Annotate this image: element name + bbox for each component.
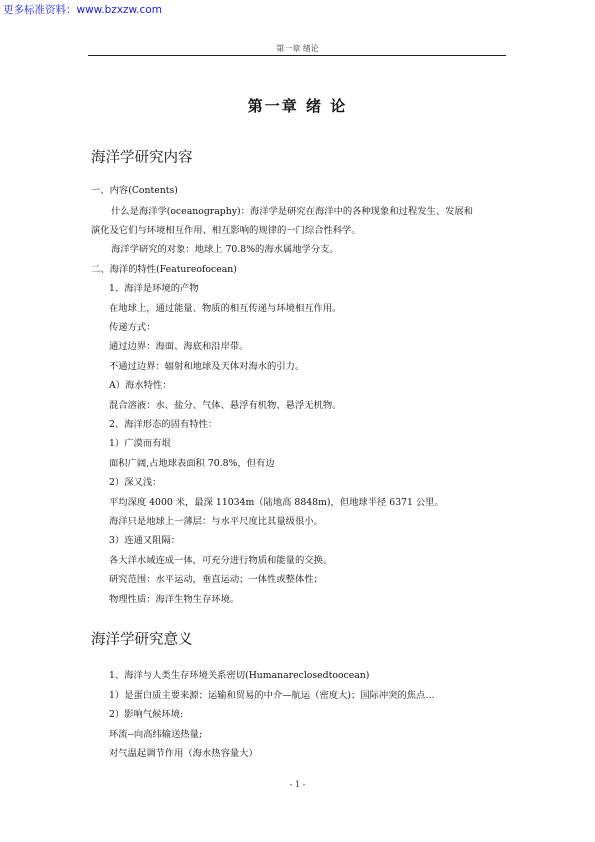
text-line: A）海水特性： (109, 380, 172, 391)
section-title-content: 海洋学研究内容 (91, 150, 193, 166)
text-line: 环流--向高纬输送热量; (109, 729, 203, 740)
text-line: 混合溶液：水、盐分、气体、悬浮有机物、悬浮无机物。 (109, 400, 342, 411)
chapter-title: 第一章 绪 论 (247, 97, 348, 115)
text-line: 1）广漠而有垠 (109, 438, 171, 449)
text-line: 平均深度 4000 米，最深 11034m（陆地高 8848m)，但地球半径 6371 公里。 (109, 497, 444, 508)
text-line: 一、内容(Contents) (91, 185, 178, 196)
page-number: - 1 - (289, 780, 306, 789)
text-line: 1）是蛋白质主要来源；运输和贸易的中介—航运（密度大)；国际冲突的焦点… (109, 690, 435, 701)
text-line: 2）深又浅： (109, 477, 162, 488)
text-line: 1、海洋与人类生存环境关系密切(Humanareclosedtoocean) (109, 670, 370, 681)
text-line: 各大洋水域连成一体，可充分进行物质和能量的交换。 (109, 555, 333, 566)
text-line: 演化及它们与环境相互作用、相互影响的规律的一门综合性科学。 (91, 225, 361, 236)
watermark-link[interactable]: 更多标准资料：www.bzxzw.com (3, 4, 162, 16)
text-line: 2、海洋形态的固有特性： (109, 419, 218, 430)
text-line: 二、海洋的特性(Featureofocean) (91, 264, 237, 275)
text-line: 面积广阔,占地球表面积 70.8%，但有边 (109, 458, 275, 469)
running-head: 第一章 绪论 (276, 44, 319, 53)
text-line: 海洋学研究的对象：地球上 70.8%的海水属地学分支。 (111, 244, 339, 255)
text-line: 对气温起调节作用（海水热容量大） (109, 748, 258, 759)
section-title-significance: 海洋学研究意义 (91, 632, 193, 648)
text-line: 2）影响气候环境: (109, 709, 184, 720)
text-line: 通过边界：海面、海底和沿岸带。 (109, 341, 249, 352)
text-line: 传递方式： (109, 322, 156, 333)
text-line: 3）连通又阻隔： (109, 535, 180, 546)
text-line: 物理性质：海洋生物生存环境。 (109, 594, 240, 605)
header-rule (88, 55, 506, 56)
text-line: 1、海洋是环境的产物 (109, 283, 199, 294)
text-line: 研究范围：水平运动，垂直运动；一体性或整体性； (109, 574, 323, 585)
text-line: 海洋只是地球上一薄层：与水平尺度比其量级很小。 (109, 516, 323, 527)
text-line: 不通过边界：辐射和地球及天体对海水的引力。 (109, 361, 305, 372)
text-line: 什么是海洋学(oceanography)：海洋学是研究在海洋中的各种现象和过程发生、发展和 (111, 206, 474, 217)
text-line: 在地球上，通过能量、物质的相互传递与环境相互作用。 (109, 303, 342, 314)
